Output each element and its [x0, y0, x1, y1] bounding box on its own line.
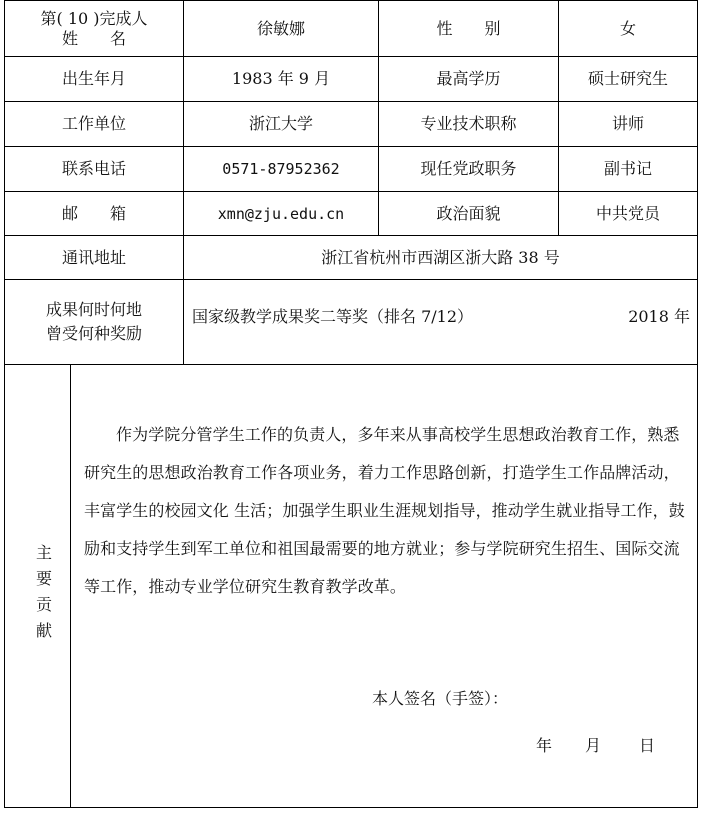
- completer-name-label: [5, 1, 183, 56]
- table-border: [4, 807, 698, 808]
- position-value: 副书记: [603, 159, 652, 178]
- contribution-label-char: 献: [35, 621, 52, 640]
- position-label: 现任党政职务: [420, 159, 517, 178]
- award-label-line1: 成果何时何地: [45, 300, 142, 319]
- award-year: 2018 年: [628, 307, 690, 326]
- contribution-label-char: 要: [35, 569, 52, 588]
- award-value: 国家级教学成果奖二等奖（排名 7/12）: [192, 307, 474, 326]
- award-label: [5, 280, 183, 364]
- political-value: 中共党员: [595, 203, 660, 223]
- birth-label: 出生年月: [61, 69, 126, 88]
- gender-label: 性 别: [436, 18, 501, 38]
- gender-value: 女: [619, 18, 636, 38]
- degree-label: 最高学历: [436, 69, 501, 88]
- table-border: [697, 0, 698, 808]
- completer-rank-text: 第( 10 )完成人: [40, 8, 148, 28]
- table-border: [4, 364, 698, 365]
- contribution-label-char: 贡: [35, 595, 52, 614]
- contribution-label-char: 主: [35, 543, 52, 562]
- title-value: 讲师: [611, 114, 644, 133]
- contribution-label: [34, 540, 54, 644]
- signature-label: 本人签名（手签）：: [372, 689, 509, 708]
- degree-value: 硕士研究生: [587, 69, 668, 88]
- personal-info-form: [4, 0, 698, 808]
- address-label: 通讯地址: [61, 247, 126, 267]
- phone-label: 联系电话: [61, 159, 126, 178]
- birth-value: 1983 年 9 月: [231, 69, 331, 88]
- award-label-line2: 曾受何种奖励: [45, 324, 142, 343]
- email-label: 邮 箱: [61, 203, 126, 223]
- address-value: 浙江省杭州市西湖区浙大路 38 号: [321, 247, 560, 267]
- date-day-label: 日: [638, 736, 655, 755]
- date-year-label: 年: [535, 736, 552, 755]
- email-value: xmn@zju.edu.cn: [217, 204, 345, 223]
- political-label: 政治面貌: [436, 203, 501, 223]
- name-label-text: 姓 名: [61, 28, 126, 48]
- date-month-label: 月: [584, 736, 601, 755]
- phone-value: 0571-87952362: [222, 160, 340, 178]
- title-label: 专业技术职称: [420, 114, 517, 133]
- name-value: 徐敏娜: [256, 18, 305, 38]
- employer-value: 浙江大学: [248, 114, 313, 133]
- employer-label: 工作单位: [61, 114, 126, 133]
- table-border: [70, 364, 71, 808]
- contribution-text: 作为学院分管学生工作的负责人，多年来从事高校学生思想政治教育工作，熟悉研究生的思想政治教育工作各项业务，着力工作思路创新，打造学生工作品牌活动，丰富学生的校园文化 生活；加强学生职业生涯规划指导，推动学生就业指导工作，鼓励和支持学生到军工单位和祖国最需要的地方就业；参与学院研究生招生、国际交流等工作，推动专业学位研究生教育教学改革。: [84, 425, 685, 596]
